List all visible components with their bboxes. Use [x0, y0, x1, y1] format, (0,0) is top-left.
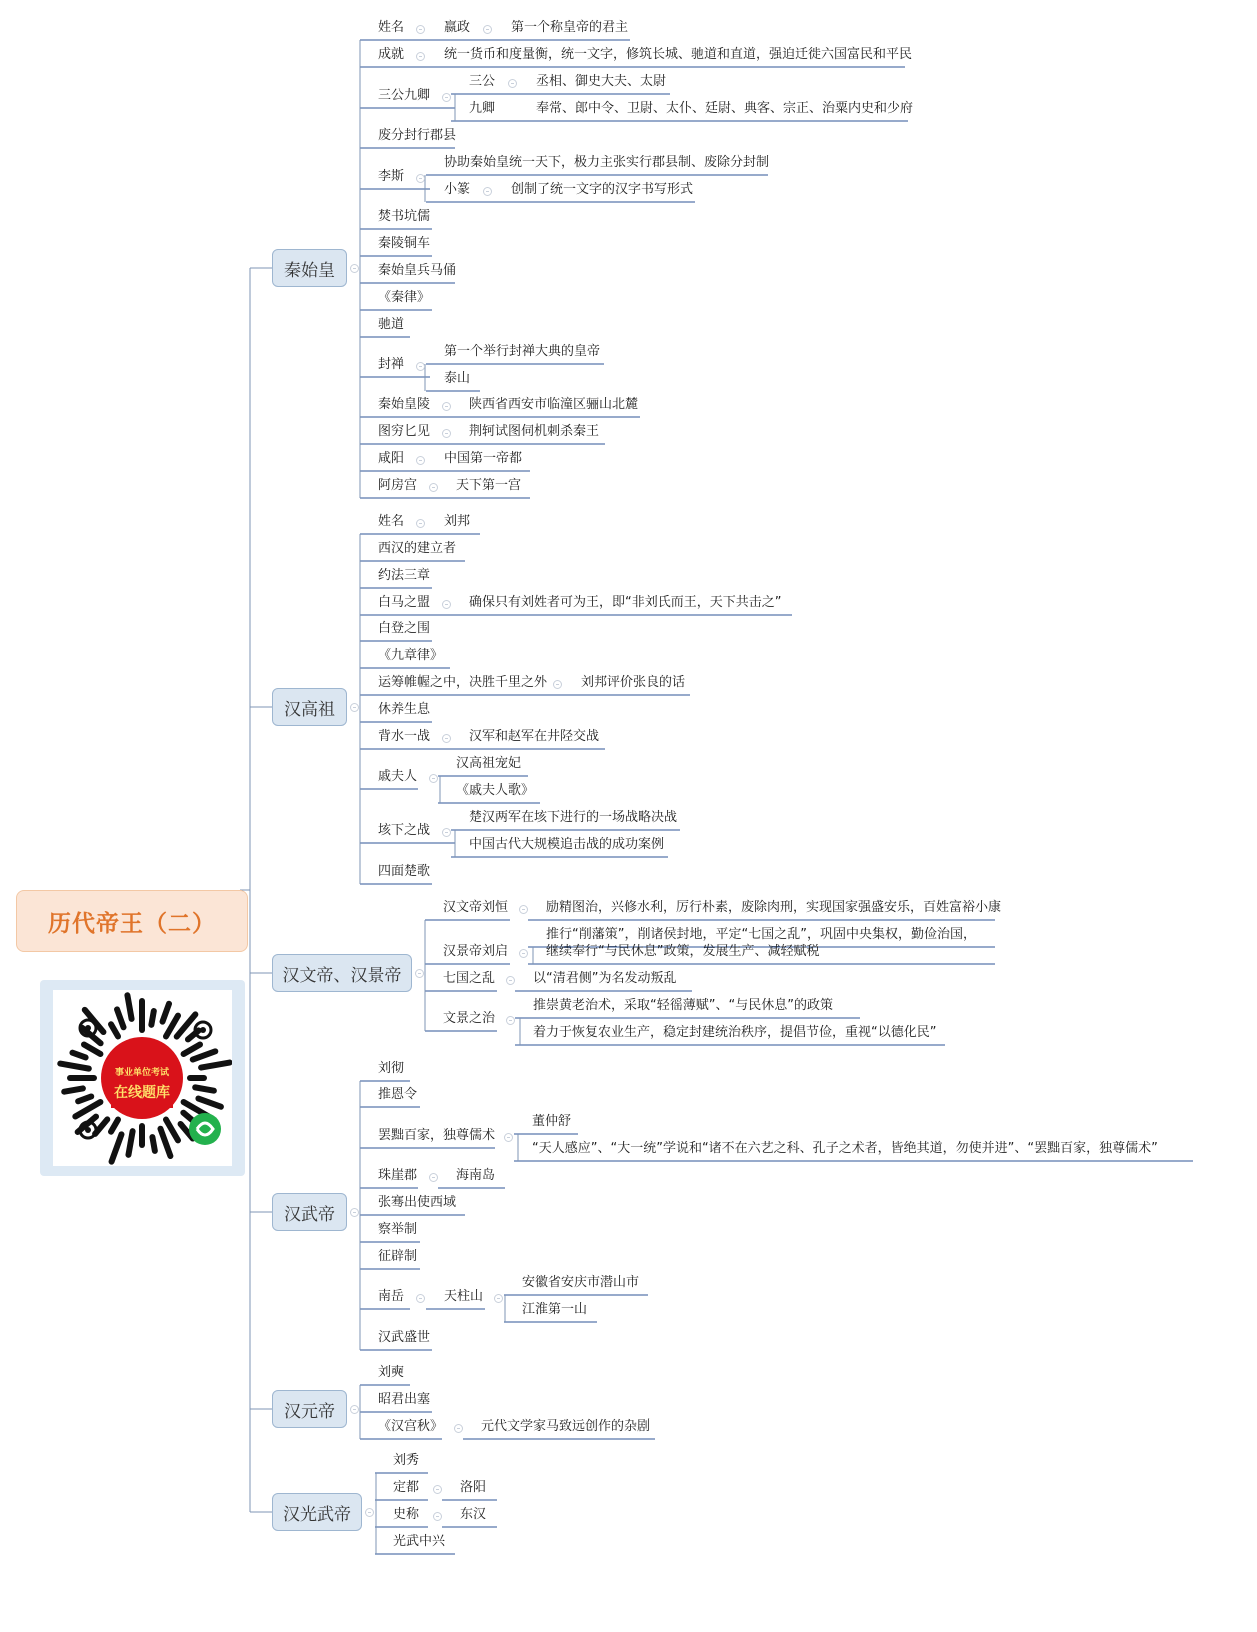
qr-code-panel [40, 980, 245, 1176]
node-gw2a[interactable]: 洛阳 [460, 1480, 487, 1495]
node-w3a[interactable]: 以“清君侧”为名发动叛乱 [533, 971, 677, 986]
node-q7[interactable]: 秦陵铜车 [378, 236, 431, 251]
collapse-toggle-icon[interactable] [519, 905, 528, 914]
node-g6[interactable]: 《九章律》 [378, 648, 444, 663]
node-y3a[interactable]: 元代文学家马致远创作的杂剧 [481, 1419, 651, 1434]
collapse-toggle-icon[interactable] [442, 600, 451, 609]
node-q11a[interactable]: 第一个举行封禅大典的皇帝 [444, 344, 601, 359]
node-g4a[interactable]: 确保只有刘姓者可为王，即“非刘氏而王，天下共击之” [469, 595, 782, 610]
node-gw4[interactable]: 光武中兴 [393, 1534, 446, 1549]
node-g1a[interactable]: 刘邦 [444, 514, 471, 529]
node-y1[interactable]: 刘奭 [378, 1365, 405, 1380]
collapse-toggle-icon[interactable] [350, 264, 359, 273]
collapse-toggle-icon[interactable] [553, 680, 562, 689]
collapse-toggle-icon[interactable] [506, 1016, 515, 1025]
node-d8a[interactable]: 天柱山 [444, 1289, 484, 1304]
node-w2a1[interactable]: 推行“削藩策”，削诸侯封地，平定“七国之乱”，巩固中央集权，勤俭治国， [546, 927, 976, 942]
collapse-toggle-icon[interactable] [350, 703, 359, 712]
node-q12[interactable]: 秦始皇陵 [378, 397, 431, 412]
collapse-toggle-icon[interactable] [365, 1508, 374, 1517]
node-g10b[interactable]: 《戚夫人歌》 [456, 783, 535, 798]
node-gw3a[interactable]: 东汉 [460, 1507, 487, 1522]
node-d3a[interactable]: 董仲舒 [532, 1114, 572, 1129]
node-g11[interactable]: 垓下之战 [378, 823, 431, 838]
collapse-toggle-icon[interactable] [442, 402, 451, 411]
collapse-toggle-icon[interactable] [483, 187, 492, 196]
root-topic[interactable]: 历代帝王（二） [16, 890, 248, 952]
collapse-toggle-icon[interactable] [416, 25, 425, 34]
node-g9a[interactable]: 汉军和赵军在井陉交战 [469, 729, 600, 744]
node-d4a[interactable]: 海南岛 [456, 1168, 496, 1183]
emperor-wenjing[interactable]: 汉文帝、汉景帝 [272, 954, 412, 992]
node-w2a2[interactable]: 继续奉行“与民休息”政策，发展生产、减轻赋税 [546, 944, 820, 959]
node-g11b[interactable]: 中国古代大规模追击战的成功案例 [469, 837, 665, 852]
emperor-wudi[interactable]: 汉武帝 [272, 1193, 347, 1231]
node-g11a[interactable]: 楚汉两军在垓下进行的一场战略决战 [469, 810, 678, 825]
collapse-toggle-icon[interactable] [415, 969, 424, 978]
node-q2a[interactable]: 统一货币和度量衡，统一文字，修筑长城、驰道和直道，强迫迁徙六国富民和平民 [444, 47, 913, 62]
node-gw1[interactable]: 刘秀 [393, 1453, 420, 1468]
node-y3[interactable]: 《汉宫秋》 [378, 1419, 444, 1434]
collapse-toggle-icon[interactable] [442, 828, 451, 837]
collapse-toggle-icon[interactable] [442, 429, 451, 438]
node-q14a[interactable]: 中国第一帝都 [444, 451, 523, 466]
node-q6[interactable]: 焚书坑儒 [378, 209, 431, 224]
node-q13a[interactable]: 荆轲试图伺机刺杀秦王 [469, 424, 600, 439]
node-q3a1[interactable]: 丞相、御史大夫、太尉 [536, 74, 667, 89]
collapse-toggle-icon[interactable] [504, 1133, 513, 1142]
collapse-toggle-icon[interactable] [350, 1405, 359, 1414]
collapse-toggle-icon[interactable] [350, 1208, 359, 1217]
node-w4b[interactable]: 着力于恢复农业生产，稳定封建统治秩序，提倡节俭，重视“以德化民” [533, 1025, 937, 1040]
node-q12a[interactable]: 陕西省西安市临潼区骊山北麓 [469, 397, 639, 412]
collapse-toggle-icon[interactable] [442, 734, 451, 743]
node-q3b[interactable]: 九卿 [469, 101, 496, 116]
node-gw3[interactable]: 史称 [393, 1507, 420, 1522]
node-g8[interactable]: 休养生息 [378, 702, 431, 717]
node-d4[interactable]: 珠崖郡 [378, 1168, 418, 1183]
emperor-guangwu[interactable]: 汉光武帝 [272, 1493, 362, 1531]
node-q5[interactable]: 李斯 [378, 169, 405, 184]
node-d2[interactable]: 推恩令 [378, 1087, 418, 1102]
collapse-toggle-icon[interactable] [442, 93, 451, 102]
node-q5a[interactable]: 协助秦始皇统一天下，极力主张实行郡县制、废除分封制 [444, 155, 770, 170]
node-q3b1[interactable]: 奉常、郎中令、卫尉、太仆、廷尉、典客、宗正、治粟内史和少府 [536, 101, 914, 116]
node-d7[interactable]: 征辟制 [378, 1249, 418, 1264]
node-d8a1[interactable]: 安徽省安庆市潜山市 [522, 1275, 640, 1290]
node-g5[interactable]: 白登之围 [378, 621, 431, 636]
collapse-toggle-icon[interactable] [506, 976, 515, 985]
collapse-toggle-icon[interactable] [429, 483, 438, 492]
node-d9[interactable]: 汉武盛世 [378, 1330, 431, 1345]
node-q11b[interactable]: 泰山 [444, 371, 471, 386]
node-w1a[interactable]: 励精图治，兴修水利，厉行朴素，废除肉刑，实现国家强盛安乐，百姓富裕小康 [546, 900, 1002, 915]
collapse-toggle-icon[interactable] [416, 174, 425, 183]
collapse-toggle-icon[interactable] [508, 79, 517, 88]
collapse-toggle-icon[interactable] [429, 1173, 438, 1182]
collapse-toggle-icon[interactable] [416, 456, 425, 465]
node-d3[interactable]: 罢黜百家，独尊儒术 [378, 1128, 496, 1143]
node-w1[interactable]: 汉文帝刘恒 [443, 900, 509, 915]
node-d6[interactable]: 察举制 [378, 1222, 418, 1237]
node-q3a[interactable]: 三公 [469, 74, 496, 89]
qr-caption-main: 在线题库 [114, 1084, 170, 1100]
collapse-toggle-icon[interactable] [416, 1294, 425, 1303]
node-q9[interactable]: 《秦律》 [378, 290, 431, 305]
collapse-toggle-icon[interactable] [519, 949, 528, 958]
node-w2[interactable]: 汉景帝刘启 [443, 944, 509, 959]
node-g3[interactable]: 约法三章 [378, 568, 431, 583]
node-q3[interactable]: 三公九卿 [378, 88, 431, 103]
node-q14[interactable]: 咸阳 [378, 451, 405, 466]
node-q5b1[interactable]: 创制了统一文字的汉字书写形式 [511, 182, 694, 197]
node-q4[interactable]: 废分封行郡县 [378, 128, 457, 143]
node-q1b[interactable]: 第一个称皇帝的君主 [511, 20, 629, 35]
node-q15a[interactable]: 天下第一宫 [456, 478, 522, 493]
node-g12[interactable]: 四面楚歌 [378, 864, 431, 879]
node-q13[interactable]: 图穷匕见 [378, 424, 431, 439]
node-q8[interactable]: 秦始皇兵马俑 [378, 263, 457, 278]
node-q5b[interactable]: 小篆 [444, 182, 471, 197]
node-g7[interactable]: 运筹帷幄之中，决胜千里之外 [378, 675, 548, 690]
collapse-toggle-icon[interactable] [429, 774, 438, 783]
node-q10[interactable]: 驰道 [378, 317, 405, 332]
collapse-toggle-icon[interactable] [433, 1485, 442, 1494]
node-q11[interactable]: 封禅 [378, 357, 405, 372]
node-w3[interactable]: 七国之乱 [443, 971, 496, 986]
node-q1a[interactable]: 嬴政 [444, 20, 471, 35]
collapse-toggle-icon[interactable] [494, 1294, 503, 1303]
emperor-gaozu[interactable]: 汉高祖 [272, 688, 347, 726]
emperor-qin[interactable]: 秦始皇 [272, 249, 347, 287]
collapse-toggle-icon[interactable] [454, 1424, 463, 1433]
collapse-toggle-icon[interactable] [416, 362, 425, 371]
node-d8[interactable]: 南岳 [378, 1289, 405, 1304]
node-g4[interactable]: 白马之盟 [378, 595, 431, 610]
collapse-toggle-icon[interactable] [433, 1512, 442, 1521]
node-q15[interactable]: 阿房宫 [378, 478, 418, 493]
node-d5[interactable]: 张骞出使西域 [378, 1195, 457, 1210]
node-d1[interactable]: 刘彻 [378, 1061, 405, 1076]
node-gw2[interactable]: 定都 [393, 1480, 420, 1495]
node-w4a[interactable]: 推崇黄老治术，采取“轻徭薄赋”、“与民休息”的政策 [533, 998, 833, 1013]
collapse-toggle-icon[interactable] [416, 52, 425, 61]
emperor-yuandi[interactable]: 汉元帝 [272, 1390, 347, 1428]
node-g2[interactable]: 西汉的建立者 [378, 541, 457, 556]
qr-caption-top: 事业单位考试 [114, 1067, 170, 1077]
node-q1[interactable]: 姓名 [378, 20, 405, 35]
qr-code-image [53, 990, 232, 1166]
collapse-toggle-icon[interactable] [416, 519, 425, 528]
collapse-toggle-icon[interactable] [483, 25, 492, 34]
node-d8a2[interactable]: 江淮第一山 [522, 1302, 588, 1317]
node-g10[interactable]: 戚夫人 [378, 769, 418, 784]
node-g9[interactable]: 背水一战 [378, 729, 431, 744]
node-w4[interactable]: 文景之治 [443, 1011, 496, 1026]
node-g10a[interactable]: 汉高祖宠妃 [456, 756, 522, 771]
node-q2[interactable]: 成就 [378, 47, 405, 62]
node-y2[interactable]: 昭君出塞 [378, 1392, 431, 1407]
node-g1[interactable]: 姓名 [378, 514, 405, 529]
node-d3b[interactable]: “天人感应”、“大一统”学说和“诸不在六艺之科、孔子之术者，皆绝其道，勿使并进”、“罢黜百家，独尊儒术” [532, 1141, 1158, 1156]
node-g7a[interactable]: 刘邦评价张良的话 [581, 675, 686, 690]
